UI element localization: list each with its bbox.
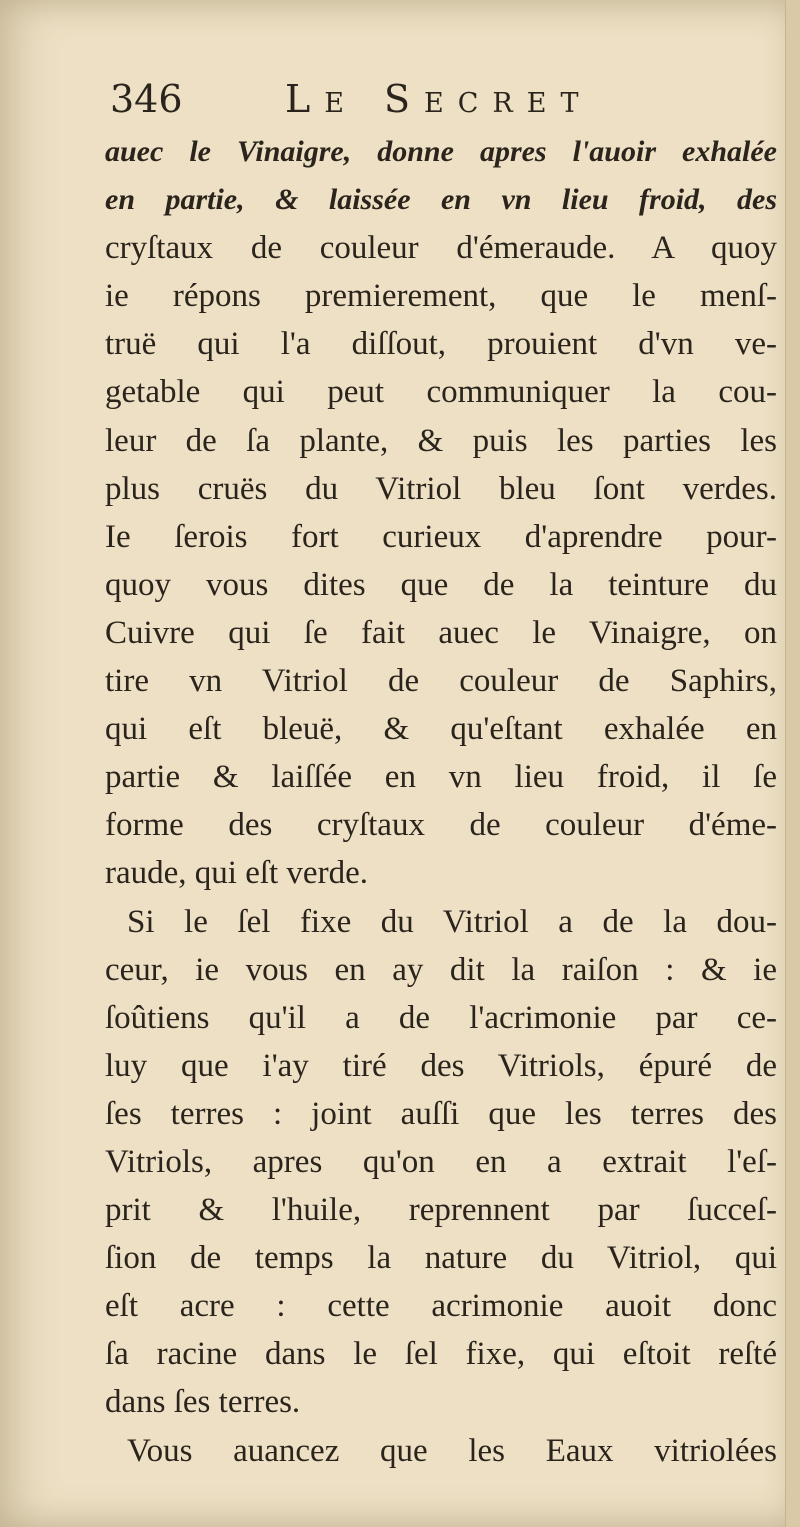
text-line: auec le Vinaigre, donne apres l'auoir exhalée [105,135,777,168]
text-line: qui eſt bleuë, & qu'eſtant exhalée en [105,711,777,748]
text-line: eſt acre : cette acrimonie auoit donc [105,1288,777,1325]
text-line: ceur, ie vous en ay dit la raiſon : & ie [105,951,777,988]
text-line: partie & laiſſée en vn lieu froid, il ſe [105,759,777,796]
text-line: quoy vous dites que de la teinture du [105,566,777,603]
text-line: prit & l'huile, reprennent par ſucceſ- [105,1192,777,1229]
text-line: plus cruës du Vitriol bleu ſont verdes. [105,470,777,507]
text-line: Cuivre qui ſe fait auec le Vinaigre, on [105,614,777,651]
text-line: Vitriols, apres qu'on en a extrait l'eſ- [105,1143,777,1180]
page-number: 346 [110,77,183,121]
text-line: Vous auancez que les Eaux vitriolées [127,1432,777,1469]
text-line: ſes terres : joint auſſi que les terres des [105,1095,777,1132]
text-line: ſoûtiens qu'il a de l'acrimonie par ce- [105,999,777,1036]
text-line: truë qui l'a diſſout, prouient d'vn ve- [105,326,777,363]
text-line: raude, qui eſt verde. [105,855,368,892]
page-edge [785,0,800,1527]
body-text [105,128,777,1475]
text-line: ie répons premierement, que le menſ- [105,278,777,315]
text-line: Si le ſel fixe du Vitriol a de la dou- [127,903,777,940]
text-line: dans ſes terres. [105,1384,301,1421]
page-header [110,74,630,124]
text-line: en partie, & laissée en vn lieu froid, des [105,183,777,217]
text-line: Ie ſerois fort curieux d'aprendre pour- [105,518,777,555]
text-line: ſion de temps la nature du Vitriol, qui [105,1240,777,1277]
text-line: tire vn Vitriol de couleur de Saphirs, [105,663,777,700]
text-line: forme des cryſtaux de couleur d'éme- [105,807,777,844]
text-line: leur de ſa plante, & puis les parties les [105,422,777,459]
running-title: Le Secret [285,77,593,121]
text-line: ſa racine dans le ſel fixe, qui eſtoit reſté [105,1336,777,1373]
text-line: luy que i'ay tiré des Vitriols, épuré de [105,1047,777,1084]
text-line: cryſtaux de couleur d'émeraude. A quoy [105,230,777,267]
text-line: getable qui peut communiquer la cou- [105,374,777,411]
